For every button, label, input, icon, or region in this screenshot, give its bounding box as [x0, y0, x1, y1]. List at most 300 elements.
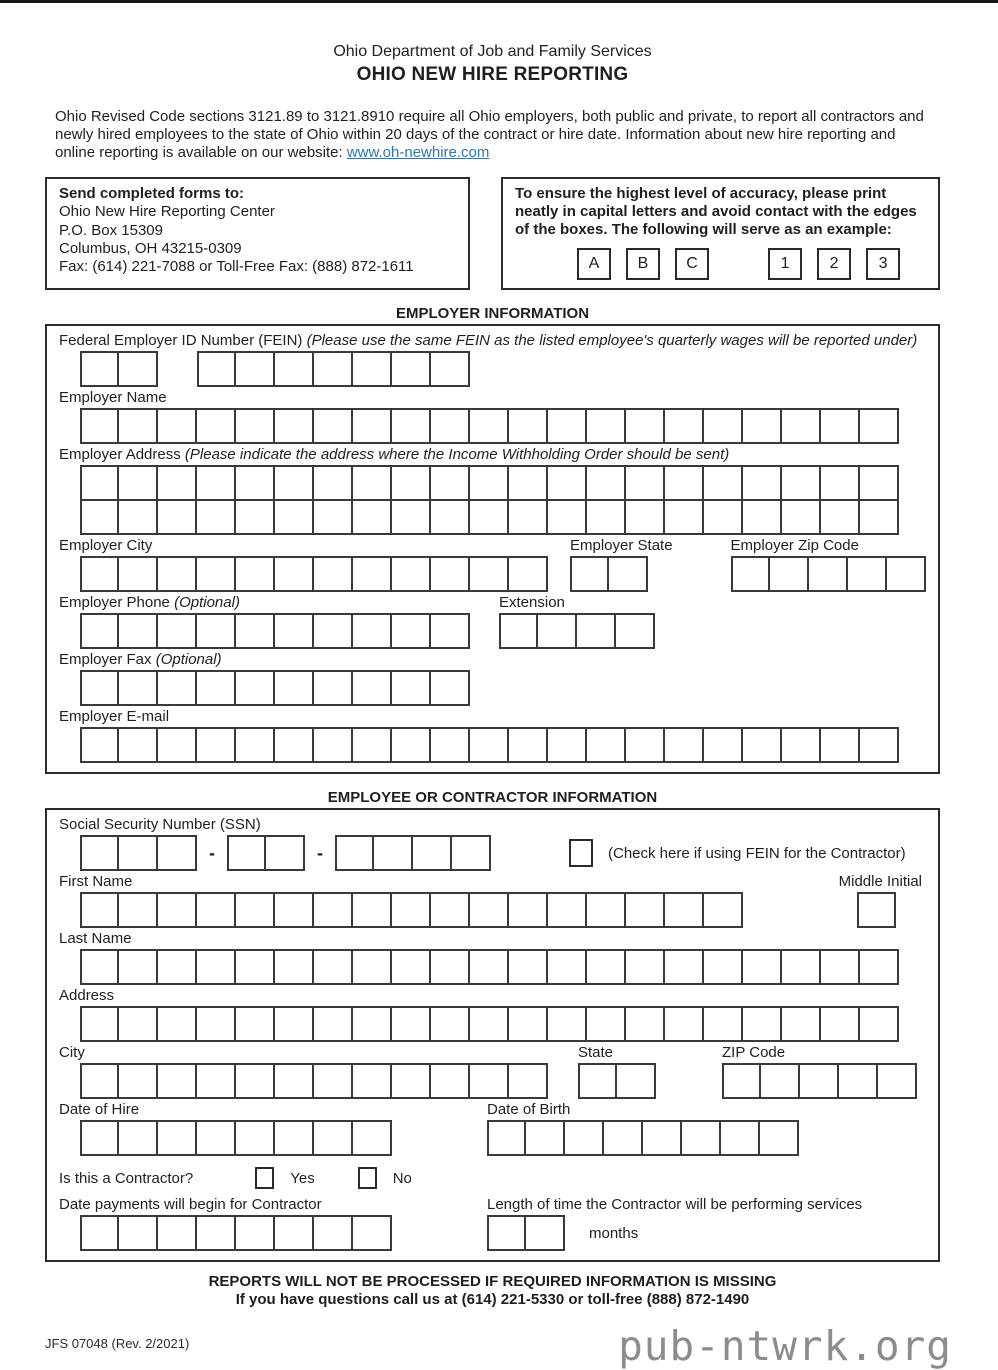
char-box — [275, 613, 314, 649]
employee-address-label: Address — [59, 987, 115, 1004]
char-box — [275, 465, 314, 501]
char-box — [197, 613, 236, 649]
char-box — [587, 499, 626, 535]
employee-section-title: EMPLOYEE OR CONTRACTOR INFORMATION — [327, 789, 658, 806]
char-box — [821, 408, 860, 444]
employer-address-cells-row1[interactable] — [80, 465, 938, 501]
char-box — [392, 1063, 431, 1099]
accuracy-box — [501, 177, 940, 290]
char-box — [538, 613, 577, 649]
employer-city-cells[interactable] — [80, 556, 548, 592]
char-box — [587, 727, 626, 763]
char-box — [665, 465, 704, 501]
char-box — [509, 1063, 548, 1099]
char-box — [266, 835, 305, 871]
char-box — [197, 949, 236, 985]
char-box — [548, 465, 587, 501]
char-box — [431, 408, 470, 444]
char-box — [609, 556, 648, 592]
char-box — [392, 465, 431, 501]
char-box — [197, 1120, 236, 1156]
employee-state-label: State — [578, 1044, 614, 1061]
footer-questions: If you have questions call us at (614) 221-5330 or toll-free (888) 872-1490 — [235, 1290, 750, 1308]
char-box — [314, 465, 353, 501]
middle-initial-label: Middle Initial — [838, 873, 922, 890]
char-box — [314, 1063, 353, 1099]
char-box — [413, 835, 452, 871]
char-box — [548, 499, 587, 535]
char-box — [275, 1063, 314, 1099]
char-box — [314, 408, 353, 444]
char-box — [821, 465, 860, 501]
char-box — [119, 670, 158, 706]
date-payments-label: Date payments will begin for Contractor — [59, 1196, 322, 1213]
date-payments-cells[interactable] — [80, 1215, 392, 1251]
contractor-no-label: No — [392, 1169, 412, 1187]
employer-fax-label: Employer Fax — [59, 651, 152, 668]
employer-zip-label: Employer Zip Code — [730, 537, 859, 554]
char-box — [626, 892, 665, 928]
char-box — [314, 351, 353, 387]
char-box — [509, 556, 548, 592]
char-box — [80, 670, 119, 706]
date-of-hire-label: Date of Hire — [59, 1101, 140, 1118]
char-box — [821, 499, 860, 535]
header-boxes — [45, 177, 940, 290]
footer-warning: REPORTS WILL NOT BE PROCESSED IF REQUIRED INFORMATION IS MISSING — [208, 1273, 777, 1290]
employer-phone-label: Employer Phone — [59, 594, 170, 611]
employer-fax-note: (Optional) — [155, 651, 222, 668]
char-box — [548, 408, 587, 444]
char-box — [197, 556, 236, 592]
char-box — [80, 1120, 119, 1156]
char-box — [857, 892, 896, 928]
char-box — [197, 1063, 236, 1099]
char-box — [470, 1006, 509, 1042]
employer-address-cells-row2[interactable] — [80, 499, 938, 535]
char-box — [704, 727, 743, 763]
char-box — [431, 556, 470, 592]
employer-state-label: Employer State — [570, 537, 673, 554]
length-of-time-cells[interactable] — [487, 1215, 565, 1251]
char-box — [353, 499, 392, 535]
fein-label: Federal Employer ID Number (FEIN) — [59, 332, 303, 349]
char-box — [487, 1120, 526, 1156]
employer-zip-group — [731, 538, 926, 592]
char-box — [353, 613, 392, 649]
char-box — [236, 1063, 275, 1099]
char-box — [314, 613, 353, 649]
char-box — [119, 351, 158, 387]
char-box — [80, 351, 119, 387]
employee-city-label: City — [59, 1044, 85, 1061]
char-box — [80, 1063, 119, 1099]
char-box — [587, 1006, 626, 1042]
char-box — [236, 727, 275, 763]
char-box — [782, 408, 821, 444]
employee-address-cells[interactable] — [80, 1006, 938, 1042]
char-box — [604, 1120, 643, 1156]
fein-cells[interactable] — [197, 351, 470, 387]
char-box — [452, 835, 491, 871]
char-box — [80, 613, 119, 649]
char-box — [314, 1215, 353, 1251]
intro-text: Ohio Revised Code sections 3121.89 to 3121.8910 require all Ohio employers, both public and private, to report all contractors and newly hired employees to the state of Ohio within 20 days of the contract or hire date. Information about new hire reporting and online reporting is available on our website: — [55, 108, 924, 161]
char-box — [878, 1063, 917, 1099]
extension-group — [499, 595, 655, 649]
employer-zip-cells[interactable] — [731, 556, 926, 592]
char-box — [821, 727, 860, 763]
example-box: A — [577, 248, 611, 280]
char-box — [487, 1215, 526, 1251]
char-box — [80, 727, 119, 763]
watermark-text: pub-ntwrk.org — [618, 1322, 952, 1370]
char-box — [587, 892, 626, 928]
employer-phone-cells[interactable] — [80, 613, 470, 649]
char-box — [392, 727, 431, 763]
char-box — [236, 613, 275, 649]
char-box — [80, 465, 119, 501]
example-box: 1 — [768, 248, 802, 280]
char-box — [548, 1006, 587, 1042]
ssn-field — [59, 817, 938, 871]
char-box — [665, 892, 704, 928]
char-box — [392, 613, 431, 649]
char-box — [470, 1063, 509, 1099]
first-name-field — [59, 874, 938, 928]
employee-city-cells[interactable] — [80, 1063, 548, 1099]
char-box — [470, 727, 509, 763]
char-box — [565, 1120, 604, 1156]
employee-state-group — [578, 1045, 656, 1099]
employer-phone-note: (Optional) — [174, 594, 240, 611]
char-box — [431, 1006, 470, 1042]
char-box — [848, 556, 887, 592]
char-box — [158, 892, 197, 928]
char-box — [158, 949, 197, 985]
char-box — [353, 351, 392, 387]
char-box — [275, 408, 314, 444]
char-box — [119, 465, 158, 501]
employer-name-field — [59, 390, 938, 444]
char-box — [704, 465, 743, 501]
char-box — [782, 499, 821, 535]
char-box — [158, 465, 197, 501]
char-box — [314, 499, 353, 535]
char-box — [335, 835, 374, 871]
employer-fax-field — [59, 652, 938, 706]
char-box — [119, 613, 158, 649]
employer-section-box — [45, 324, 940, 774]
fein-note: (Please use the same FEIN as the listed employee's quarterly wages will be reported under) — [306, 332, 918, 349]
char-box — [665, 727, 704, 763]
char-box — [392, 499, 431, 535]
send-forms-line: P.O. Box 15309 — [59, 221, 163, 239]
fein-contractor-checkbox-label: (Check here if using FEIN for the Contractor) — [608, 844, 906, 862]
char-box — [431, 1063, 470, 1099]
char-box — [839, 1063, 878, 1099]
employer-name-label: Employer Name — [59, 389, 167, 406]
char-box — [353, 465, 392, 501]
form-page — [0, 43, 998, 1370]
char-box — [782, 465, 821, 501]
char-box — [197, 465, 236, 501]
char-box — [626, 1006, 665, 1042]
extension-label: Extension — [499, 594, 565, 611]
char-box — [587, 949, 626, 985]
char-box — [314, 1120, 353, 1156]
employee-zip-cells[interactable] — [722, 1063, 917, 1099]
months-label: months — [589, 1224, 639, 1242]
char-box — [236, 408, 275, 444]
char-box — [197, 892, 236, 928]
send-forms-heading: Send completed forms to: — [59, 185, 245, 202]
char-box — [236, 351, 275, 387]
char-box — [431, 613, 470, 649]
char-box — [158, 499, 197, 535]
char-box — [353, 1215, 392, 1251]
char-box — [158, 408, 197, 444]
contractor-yes-checkbox[interactable] — [255, 1167, 274, 1189]
char-box — [158, 1063, 197, 1099]
char-box — [80, 835, 119, 871]
char-box — [353, 949, 392, 985]
char-box — [80, 1215, 119, 1251]
char-box — [821, 1006, 860, 1042]
ssn-group-cells[interactable] — [227, 835, 305, 871]
char-box — [236, 1006, 275, 1042]
char-box — [353, 556, 392, 592]
char-box — [431, 351, 470, 387]
char-box — [665, 1006, 704, 1042]
char-box — [643, 1120, 682, 1156]
char-box — [860, 949, 899, 985]
employee-city-state-zip-row — [59, 1045, 938, 1099]
char-box — [431, 670, 470, 706]
char-box — [119, 949, 158, 985]
employer-fax-cells[interactable] — [80, 670, 938, 706]
employer-email-label: Employer E-mail — [59, 708, 170, 725]
char-box — [392, 670, 431, 706]
char-box — [509, 727, 548, 763]
char-box — [782, 727, 821, 763]
char-box — [353, 727, 392, 763]
char-box — [509, 499, 548, 535]
char-box — [392, 1006, 431, 1042]
employer-email-field — [59, 709, 938, 763]
char-box — [158, 556, 197, 592]
char-box — [782, 949, 821, 985]
date-of-birth-label: Date of Birth — [487, 1101, 571, 1118]
char-box — [470, 499, 509, 535]
char-box — [587, 465, 626, 501]
char-box — [275, 1006, 314, 1042]
char-box — [236, 465, 275, 501]
char-box — [80, 1006, 119, 1042]
form-title: OHIO NEW HIRE REPORTING — [356, 64, 629, 85]
last-name-cells[interactable] — [80, 949, 938, 985]
char-box — [119, 1063, 158, 1099]
char-box — [314, 892, 353, 928]
char-box — [119, 727, 158, 763]
char-box — [392, 351, 431, 387]
char-box — [626, 408, 665, 444]
char-box — [353, 1006, 392, 1042]
employer-city-group — [59, 538, 548, 592]
char-box — [275, 670, 314, 706]
fein-prefix-cells[interactable] — [80, 351, 158, 387]
char-box — [353, 1120, 392, 1156]
contractor-yes-label: Yes — [290, 1169, 315, 1187]
employer-section-title: EMPLOYER INFORMATION — [395, 305, 590, 322]
extension-cells[interactable] — [499, 613, 655, 649]
char-box — [761, 1063, 800, 1099]
char-box — [119, 499, 158, 535]
page-top-rule — [0, 0, 998, 3]
char-box — [743, 465, 782, 501]
char-box — [743, 949, 782, 985]
char-box — [860, 408, 899, 444]
char-box — [392, 949, 431, 985]
char-box — [860, 727, 899, 763]
char-box — [470, 408, 509, 444]
char-box — [275, 556, 314, 592]
char-box — [760, 1120, 799, 1156]
contractor-question-row — [59, 1167, 938, 1189]
contractor-dates-row — [59, 1197, 938, 1251]
char-box — [119, 556, 158, 592]
middle-initial-cell[interactable] — [857, 892, 896, 928]
char-box — [80, 892, 119, 928]
char-box — [770, 556, 809, 592]
char-box — [616, 613, 655, 649]
char-box — [704, 892, 743, 928]
date-of-birth-cells[interactable] — [487, 1120, 799, 1156]
char-box — [704, 1006, 743, 1042]
char-box — [509, 408, 548, 444]
char-box — [743, 499, 782, 535]
date-of-hire-cells[interactable] — [80, 1120, 392, 1156]
example-box: B — [626, 248, 660, 280]
char-box — [197, 499, 236, 535]
char-box — [158, 1215, 197, 1251]
website-link[interactable]: www.oh-newhire.com — [346, 144, 490, 161]
dates-row — [59, 1102, 938, 1156]
char-box — [236, 1120, 275, 1156]
send-forms-line: Fax: (614) 221-7088 or Toll-Free Fax: (888) 872-1611 — [59, 258, 414, 276]
char-box — [665, 408, 704, 444]
employer-email-cells[interactable] — [80, 727, 938, 763]
char-box — [704, 408, 743, 444]
char-box — [704, 949, 743, 985]
char-box — [626, 465, 665, 501]
char-box — [743, 1006, 782, 1042]
char-box — [431, 465, 470, 501]
char-box — [353, 892, 392, 928]
char-box — [431, 949, 470, 985]
length-of-time-group — [487, 1197, 862, 1251]
employee-zip-group — [722, 1045, 917, 1099]
char-box — [275, 1120, 314, 1156]
char-box — [578, 1063, 617, 1099]
char-box — [860, 465, 899, 501]
char-box — [470, 949, 509, 985]
employee-address-field — [59, 988, 938, 1042]
char-box — [887, 556, 926, 592]
employer-phone-row — [59, 595, 938, 649]
bottom-row — [45, 1322, 952, 1370]
char-box — [275, 351, 314, 387]
employer-state-cells[interactable] — [570, 556, 673, 592]
char-box — [509, 465, 548, 501]
employer-name-cells[interactable] — [80, 408, 938, 444]
char-box — [236, 949, 275, 985]
char-box — [577, 613, 616, 649]
char-box — [665, 949, 704, 985]
char-box — [353, 408, 392, 444]
char-box — [314, 1006, 353, 1042]
char-box — [548, 949, 587, 985]
char-box — [431, 727, 470, 763]
employer-city-label: Employer City — [59, 537, 153, 554]
char-box — [119, 1006, 158, 1042]
char-box — [119, 835, 158, 871]
char-box — [392, 892, 431, 928]
ssn-separator: - — [209, 842, 215, 863]
example-box: C — [675, 248, 709, 280]
last-name-field — [59, 931, 938, 985]
char-box — [275, 1215, 314, 1251]
char-box — [470, 465, 509, 501]
first-name-cells[interactable] — [80, 892, 743, 928]
send-forms-line: Columbus, OH 43215-0309 — [59, 239, 242, 257]
ssn-serial-cells[interactable] — [335, 835, 491, 871]
char-box — [158, 1006, 197, 1042]
char-box — [526, 1215, 565, 1251]
fein-contractor-checkbox[interactable] — [569, 839, 593, 867]
char-box — [743, 408, 782, 444]
contractor-no-checkbox[interactable] — [358, 1167, 377, 1189]
char-box — [499, 613, 538, 649]
char-box — [197, 408, 236, 444]
length-of-time-label: Length of time the Contractor will be performing services — [487, 1196, 863, 1213]
char-box — [682, 1120, 721, 1156]
last-name-label: Last Name — [59, 930, 132, 947]
char-box — [800, 1063, 839, 1099]
char-box — [80, 408, 119, 444]
char-box — [374, 835, 413, 871]
employee-zip-label: ZIP Code — [722, 1044, 786, 1061]
employee-section-box — [45, 808, 940, 1262]
date-of-hire-group — [59, 1102, 392, 1156]
char-box — [197, 1006, 236, 1042]
ssn-area-cells[interactable] — [80, 835, 197, 871]
char-box — [821, 949, 860, 985]
employer-phone-group — [59, 595, 470, 649]
agency-name: Ohio Department of Job and Family Services — [333, 43, 652, 60]
char-box — [860, 1006, 899, 1042]
char-box — [119, 1215, 158, 1251]
char-box — [809, 556, 848, 592]
footer-warning-block — [45, 1273, 940, 1308]
char-box — [236, 499, 275, 535]
char-box — [236, 892, 275, 928]
employee-state-cells[interactable] — [578, 1063, 656, 1099]
accuracy-text: To ensure the highest level of accuracy, please print neatly in capital letters and avoid contact with the edges of the boxes. The following will serve as an example: — [515, 185, 917, 238]
char-box — [275, 727, 314, 763]
example-box: 3 — [866, 248, 900, 280]
employee-city-group — [59, 1045, 548, 1099]
